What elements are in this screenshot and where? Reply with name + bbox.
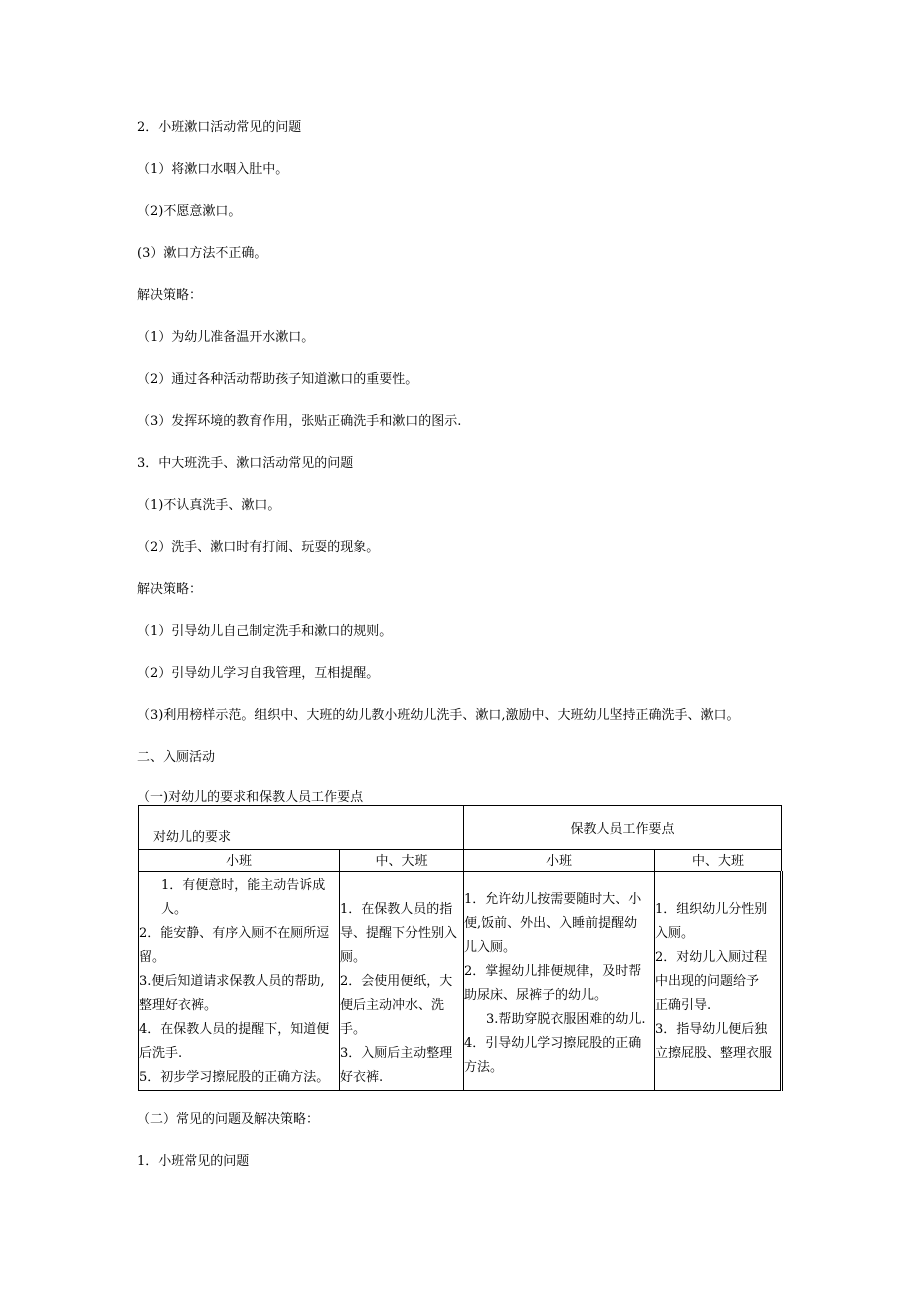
table-cell-line: 4．引导幼儿学习擦屁股的正确 [464,1036,642,1051]
table-cell-line: 儿入厕。 [464,940,517,955]
paragraph-line: （2)不愿意漱口。 [137,204,242,219]
table-cell-line: 1．在保教人员的指 [340,902,453,917]
paragraph-line: 2．小班漱口活动常见的问题 [137,120,302,135]
paragraph-line: 1．小班常见的问题 [137,1154,250,1169]
paragraph-line: （1）为幼儿准备温开水漱口。 [137,330,315,345]
cell-child-middle-large [340,872,464,1091]
header-child-requirements: 对幼儿的要求 [139,806,464,850]
paragraph-line: （3）发挥环境的教育作用，张贴正确洗手和漱口的图示. [137,414,462,429]
paragraph-line: （1)不认真洗手、漱口。 [137,498,281,513]
cell-child-small [139,872,340,1091]
table-cell-line: 中出现的问题给予 [655,974,760,989]
paragraph-line: (3）漱口方法不正确。 [137,246,268,261]
table-cell-line: 1．组织幼儿分性别 [655,902,768,917]
table-cell-line: 4．在保教人员的提醒下，知道便 [139,1022,330,1037]
table-cell-line: 后洗手. [139,1046,183,1061]
subheader-small-class-1: 小班 [139,850,340,872]
table-cell-line: 3．入厕后主动整理 [340,1046,453,1061]
table-cell-line: 方法。 [464,1060,504,1075]
table-cell-line: 5．初步学习擦屁股的正确方法。 [139,1070,330,1085]
table-cell-line: 1．有便意时，能主动告诉成 [161,878,326,893]
table-cell-line: 整理好衣裤。 [139,998,218,1013]
table-cell-line: 立擦屁股、整理衣服 [655,1046,773,1061]
table-cell-line: 入厕。 [655,926,695,941]
subheader-middle-large-2: 中、大班 [655,850,782,872]
table-cell-line: 助尿床、尿裤子的幼儿。 [464,988,608,1003]
table-cell-line: 2．会使用便纸，大 [340,974,453,989]
paragraph-line: （3)利用榜样示范。组织中、大班的幼儿教小班幼儿洗手、漱口,激励中、大班幼儿坚持正确洗手、漱口。 [137,708,740,723]
table-cell-line: 便后主动冲水、洗手。 [340,998,445,1037]
table-cell-line: 好衣裤. [340,1070,384,1085]
header-staff-points: 保教人员工作要点 [464,806,782,850]
cell-staff-small [464,872,655,1091]
table-cell-line: 便,饭前、外出、入睡前提醒幼 [464,916,638,931]
table-cell-line: 人。 [161,902,188,917]
table-cell-line: 3.帮助穿脱衣服困难的幼儿. [486,1012,646,1027]
table-cell-line: 导、提醒下分性别入 [340,926,458,941]
toilet-requirements-table [138,805,783,1091]
paragraph-line: 3．中大班洗手、漱口活动常见的问题 [137,456,354,471]
table-cell-line: 正确引导. [655,998,712,1013]
paragraph-line: 解决策略： [137,288,203,303]
table-cell-line: 2．能安静、有序入厕不在厕所逗 [139,926,330,941]
paragraph-line: （二）常见的问题及解决策略： [137,1112,320,1127]
table-cell-line: 留。 [139,950,166,965]
table-cell-line: 3．指导幼儿便后独 [655,1022,768,1037]
paragraph-line: （2）洗手、漱口时有打闹、玩耍的现象。 [137,540,380,555]
paragraph-line: 解决策略： [137,582,203,597]
paragraph-line: （2）通过各种活动帮助孩子知道漱口的重要性。 [137,372,419,387]
paragraph-line: 二、入厕活动 [137,750,216,765]
paragraph-line: （2）引导幼儿学习自我管理，互相提醒。 [137,666,380,681]
paragraph-line: （一)对幼儿的要求和保教人员工作要点 [137,790,364,805]
table-cell-line: 2．对幼儿入厕过程 [655,950,768,965]
table-cell-line: 1．允许幼儿按需要随时大、小 [464,892,642,907]
subheader-middle-large-1: 中、大班 [340,850,464,872]
paragraph-line: （1）引导幼儿自己制定洗手和漱口的规则。 [137,624,393,639]
table-cell-line: 厕。 [340,950,367,965]
paragraph-line: （1）将漱口水咽入肚中。 [137,162,289,177]
table-cell-line: 3.便后知道请求保教人员的帮助, [139,974,325,989]
cell-staff-middle-large [655,872,782,1091]
table-cell-line: 2．掌握幼儿排便规律，及时帮 [464,964,642,979]
subheader-small-class-2: 小班 [464,850,655,872]
